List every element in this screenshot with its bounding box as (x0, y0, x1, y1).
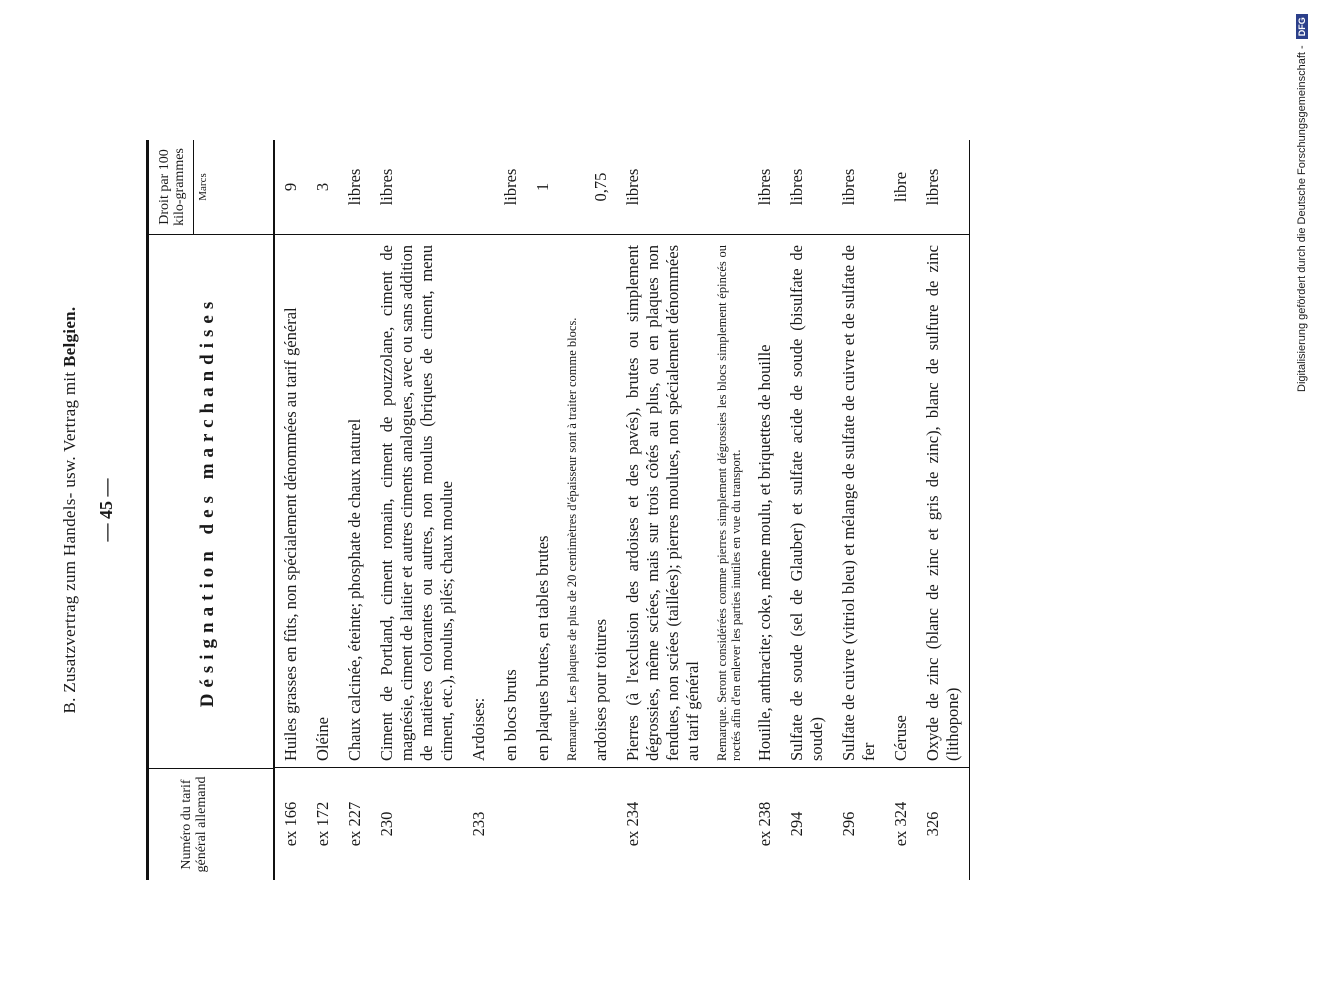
tariff-number (709, 768, 749, 880)
table-row (617, 140, 709, 880)
designation-text: en plaques brutes, en tables brutes (527, 234, 559, 768)
page-number: — 45 — (96, 478, 116, 542)
col-number-header: Numéro du tarif général allemand (149, 768, 273, 880)
table-row (885, 140, 917, 880)
table-bottom-rule (969, 140, 970, 880)
col-duty-header (149, 140, 273, 234)
tariff-number (585, 768, 617, 880)
col-duty-unit: Marcs (193, 140, 211, 234)
duty-value: 1 (533, 182, 552, 192)
tariff-number: ex 324 (891, 801, 910, 847)
table-body (275, 140, 969, 880)
table-row (585, 140, 617, 880)
duty-value (463, 140, 495, 234)
table-row (749, 140, 781, 880)
table-row (709, 140, 749, 880)
table-row (339, 140, 371, 880)
col-duty-header-label: Droit par 100 kilo-grammes (157, 148, 187, 226)
designation-text: Pierres (à l'exclusion des ardoises et des pavés), brutes ou simplement dégrossies, même sciées, mais sur trois côtés au plus, ou en plaques non fendues, non sciées (taillées); pierres moulues, non spécialement dénommées au tarif général (617, 234, 709, 768)
table-row (527, 140, 559, 880)
designation-text: Oxyde de zinc (blanc de zinc et gris de zinc), blanc de sulfure de zinc (lithopone) (917, 234, 969, 768)
duty-value (559, 140, 585, 234)
digitization-credit-text: Digitalisierung gefördert durch die Deutsche Forschungsgemeinschaft - (1296, 45, 1308, 392)
running-title (60, 140, 80, 880)
tariff-number: ex 238 (755, 801, 774, 847)
remark-text: Remarque. Seront considérées comme pierres simplement dégrossies les blocs simplement épincés ou roctés afin d'en enlever les parties inutiles en vue du transport. (709, 234, 749, 768)
tariff-number (559, 768, 585, 880)
duty-value (709, 140, 749, 234)
table-row (833, 140, 885, 880)
table-row (275, 140, 307, 880)
duty-value: 0,75 (591, 172, 610, 202)
table-row (781, 140, 833, 880)
remark-text: Remarque. Les plaques de plus de 20 centimètres d'épaisseur sont à traiter comme blocs. (559, 234, 585, 768)
col-designation-header: Désignation des marchandises (149, 234, 273, 768)
tariff-number: ex 234 (623, 801, 642, 847)
tariff-number: ex 166 (281, 801, 300, 847)
tariff-number: 230 (377, 811, 396, 837)
table-row (495, 140, 527, 880)
designation-text: Ciment de Portland, ciment romain, ciment de pouzzolane, ciment de magnésie, ciment de laitier et autres ciments analogues, avec ou sans addition de matières colorantes ou autres, non moulus (briques de ciment, menu ciment, etc.), moulus, pilés; chaux moulue (371, 234, 463, 768)
tariff-number: 294 (787, 811, 806, 837)
tariff-number (527, 768, 559, 880)
tariff-number (495, 768, 527, 880)
duty-value: libres (623, 168, 642, 206)
duty-value: libre (891, 171, 910, 203)
duty-value: libres (501, 168, 520, 206)
table-row (371, 140, 463, 880)
duty-value: 3 (313, 182, 332, 192)
designation-text: en blocs bruts (495, 234, 527, 768)
tariff-number: ex 172 (313, 801, 332, 847)
duty-value: libres (755, 168, 774, 206)
tariff-number: ex 227 (345, 801, 364, 847)
duty-value: 9 (281, 182, 300, 192)
running-title-country: Belgien. (60, 306, 79, 368)
table-header (149, 140, 275, 880)
table-row (307, 140, 339, 880)
designation-text: Houille, anthracite; coke, même moulu, et briquettes de houille (749, 234, 781, 768)
table-row (917, 140, 969, 880)
designation-text: Oléine (307, 234, 339, 768)
dfg-logo: DFG (1296, 14, 1308, 39)
digitization-credit (1296, 2, 1308, 392)
designation-text: Sulfate de soude (sel de Glauber) et sulfate acide de soude (bisulfate de soude) (781, 234, 833, 768)
duty-value: libres (345, 168, 364, 206)
tariff-table (146, 140, 970, 880)
designation-text: Huiles grasses en fûts, non spécialement dénommées au tarif général (275, 234, 307, 768)
duty-value: libres (839, 168, 858, 206)
tariff-number: 233 (469, 811, 488, 837)
tariff-number: 326 (923, 811, 942, 837)
duty-value: libres (787, 168, 806, 206)
designation-text: Chaux calcinée, éteinte; phosphate de chaux naturel (339, 234, 371, 768)
table-row (559, 140, 585, 880)
tariff-number: 296 (839, 811, 858, 837)
table-row (463, 140, 495, 880)
duty-value: libres (377, 168, 396, 206)
rotated-page (60, 140, 1200, 880)
designation-text: Sulfate de cuivre (vitriol bleu) et mélange de sulfate de cuivre et de sulfate de fer (833, 234, 885, 768)
designation-text: Ardoises: (463, 234, 495, 768)
designation-text: Céruse (885, 234, 917, 768)
running-title-text: B. Zusatzvertrag zum Handels- usw. Vertrag mit (60, 371, 79, 714)
duty-value: libres (923, 168, 942, 206)
designation-text: ardoises pour toitures (585, 234, 617, 768)
